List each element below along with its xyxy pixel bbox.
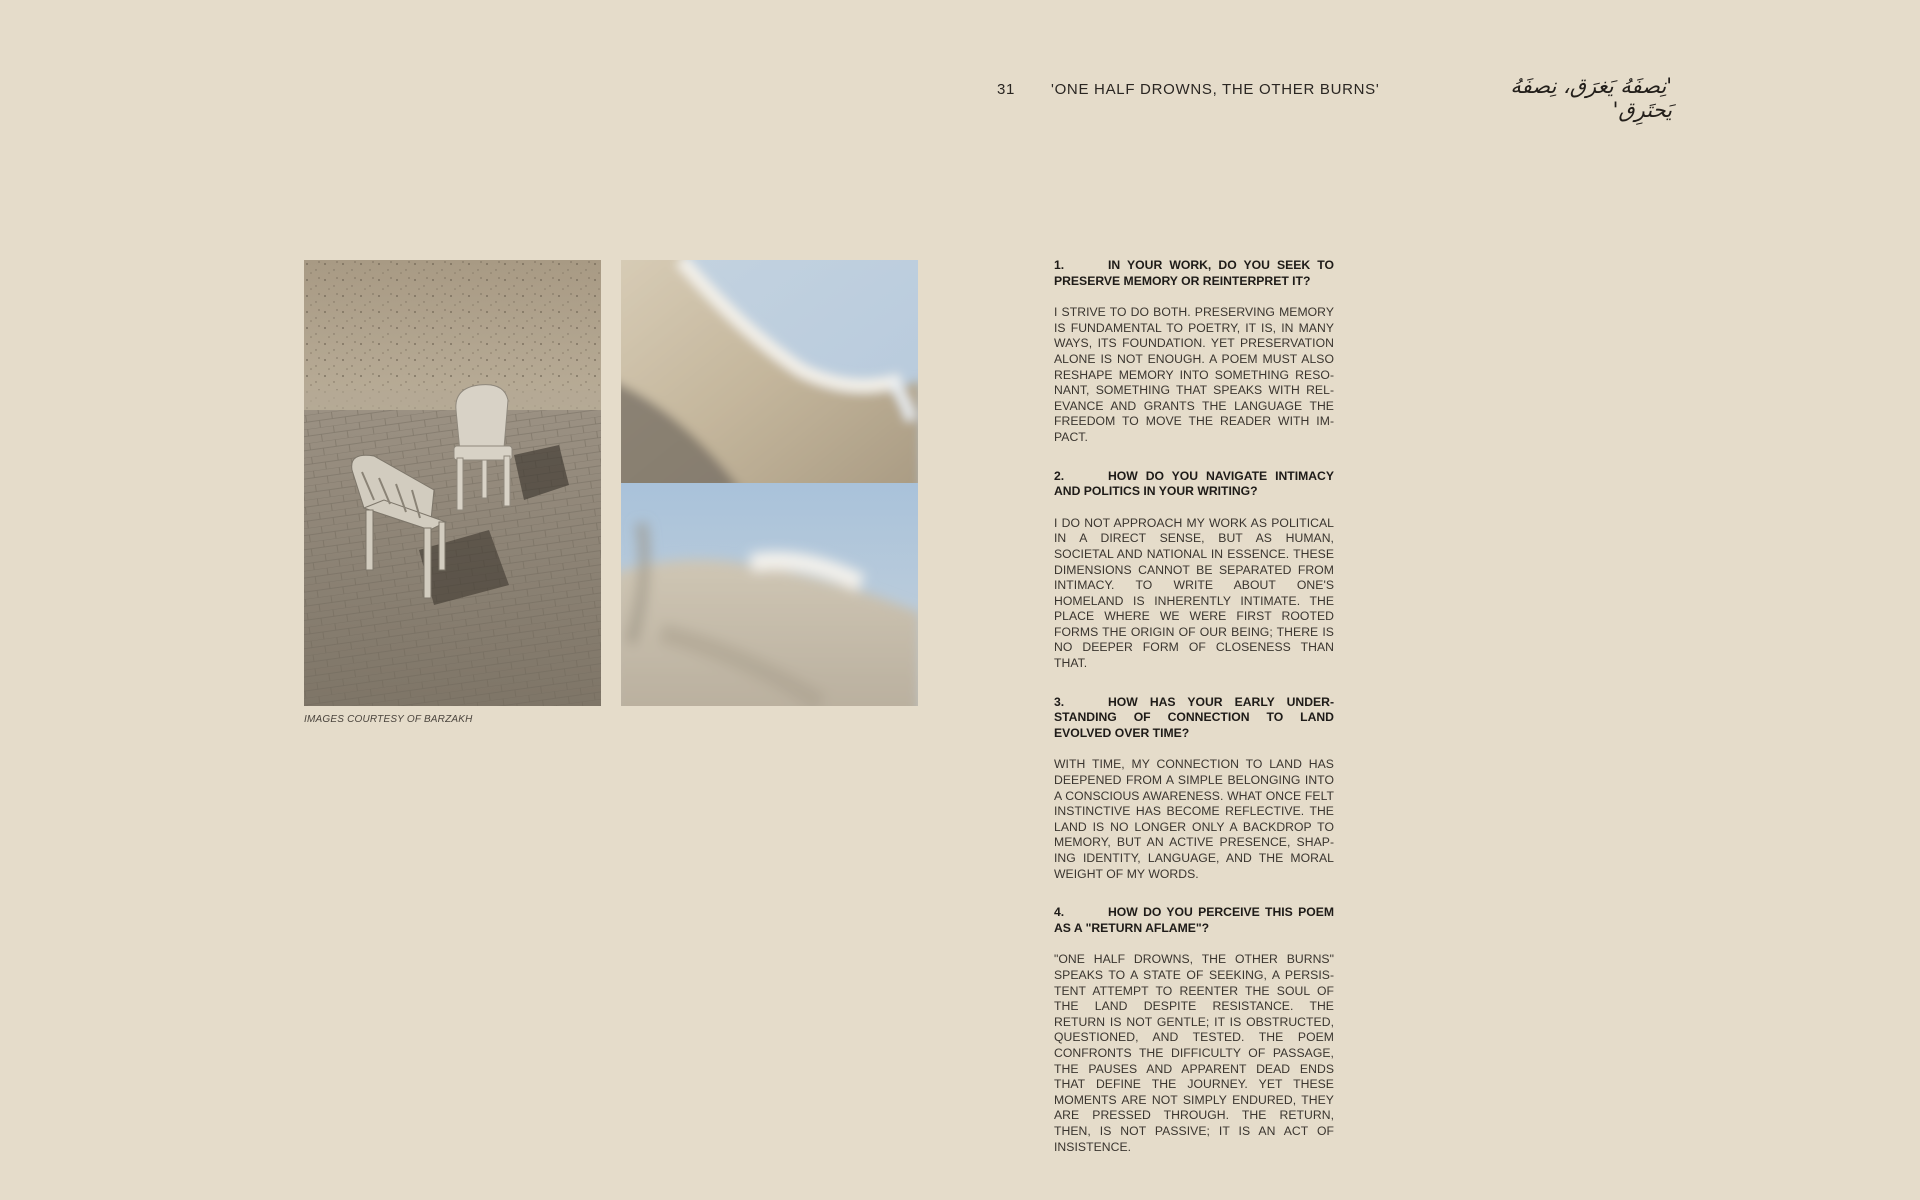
page-header (0, 74, 1920, 122)
answer: WITH TIME, MY CONNECTION TO LAND HAS DEEPENED FROM A SIMPLE BELONGING INTO A CONSCIOUS AWARENESS. WHAT ONCE FELT INSTINCTIVE HAS BECOME REFLECTIVE. THE LAND IS NO LONGER ONLY A BACKDROP TO MEMORY, BUT AN ACTIVE PRESENCE, SHAPING IDENTITY, LANGUAGE, AND THE MORAL WEIGHT OF MY WORDS. (1054, 757, 1334, 881)
photo-two-plastic-chairs (304, 260, 601, 706)
qa-item (1054, 905, 1334, 1155)
answer: I DO NOT APPROACH MY WORK AS POLITICAL IN A DIRECT SENSE, BUT AS HUMAN, SOCIETAL AND NATIONAL IN ESSENCE. THESE DIMENSIONS CANNOT BE SEPARATED FROM INTIMACY. TO WRITE ABOUT ONE'S HOMELAND IS INHERENTLY INTIMATE. THE PLACE WHERE WE WERE FIRST ROOTED FORMS THE ORIGIN OF OUR BEING; THERE IS NO DEEPER FORM OF CLOSENESS THAN THAT. (1054, 515, 1334, 671)
question-text: HOW DO YOU NAVIGATE INTIMACY AND POLITICS IN YOUR WRITING? (1054, 468, 1334, 499)
question (1054, 469, 1334, 500)
question (1054, 905, 1334, 936)
qa-item (1054, 695, 1334, 883)
question-number: 3. (1054, 694, 1065, 709)
question-text: IN YOUR WORK, DO YOU SEEK TO PRESERVE MEMORY OR REINTERPRET IT? (1054, 258, 1334, 288)
interview-column (1054, 258, 1334, 1178)
arabic-title: 'نِصفَهُ يَغرَق، نِصفَهُ يَحتَرِق' (1510, 74, 1672, 122)
qa-item (1054, 469, 1334, 672)
qa-item (1054, 258, 1334, 446)
question-text: HOW DO YOU PERCEIVE THIS POEM AS A "RETURN AFLAME"? (1054, 905, 1334, 935)
photo-blurred-coast-bottom (621, 483, 918, 706)
chairs-image (304, 260, 601, 706)
image-caption: IMAGES COURTESY OF BARZAKH (304, 714, 473, 725)
blur-bottom-image (621, 483, 918, 706)
question-number: 2. (1054, 468, 1065, 483)
page-number: 31 (997, 81, 1015, 98)
running-title: 'ONE HALF DROWNS, THE OTHER BURNS' (1051, 81, 1380, 98)
question-number: 1. (1054, 258, 1065, 272)
question-text: HOW HAS YOUR EARLY UNDERSTANDING OF CONNECTION TO LAND EVOLVED OVER TIME? (1054, 694, 1334, 740)
photo-blurred-coast-top (621, 260, 918, 483)
answer: I STRIVE TO DO BOTH. PRESERVING MEMORY IS FUNDAMENTAL TO POETRY, IT IS, IN MANY WAYS, ITS FOUNDATION. YET PRESERVATION ALONE IS NOT ENOUGH. A POEM MUST ALSO RESHAPE MEMORY INTO SOMETHING RESONANT, SOMETHING THAT SPEAKS WITH RELEVANCE AND GRANTS THE LANGUAGE THE FREEDOM TO MOVE THE READER WITH IMPACT. (1054, 305, 1334, 444)
question-number: 4. (1054, 905, 1065, 920)
question (1054, 695, 1334, 742)
blur-top-image (621, 260, 918, 483)
answer: "ONE HALF DROWNS, THE OTHER BURNS" SPEAKS TO A STATE OF SEEKING, A PERSISTENT ATTEMPT TO REENTER THE SOUL OF THE LAND DESPITE RESISTANCE. THE RETURN IS NOT GENTLE; IT IS OBSTRUCTED, QUESTIONED, AND TESTED. THE POEM CONFRONTS THE DIFFICULTY OF PASSAGE, THE PAUSES AND APPARENT DEAD ENDS THAT DEFINE THE JOURNEY. YET THESE MOMENTS ARE NOT SIMPLY ENDURED, THEY ARE PRESSED THROUGH. THE RETURN, THEN, IS NOT PASSIVE; IT IS AN ACT OF INSISTENCE. (1054, 952, 1334, 1154)
question (1054, 258, 1334, 289)
